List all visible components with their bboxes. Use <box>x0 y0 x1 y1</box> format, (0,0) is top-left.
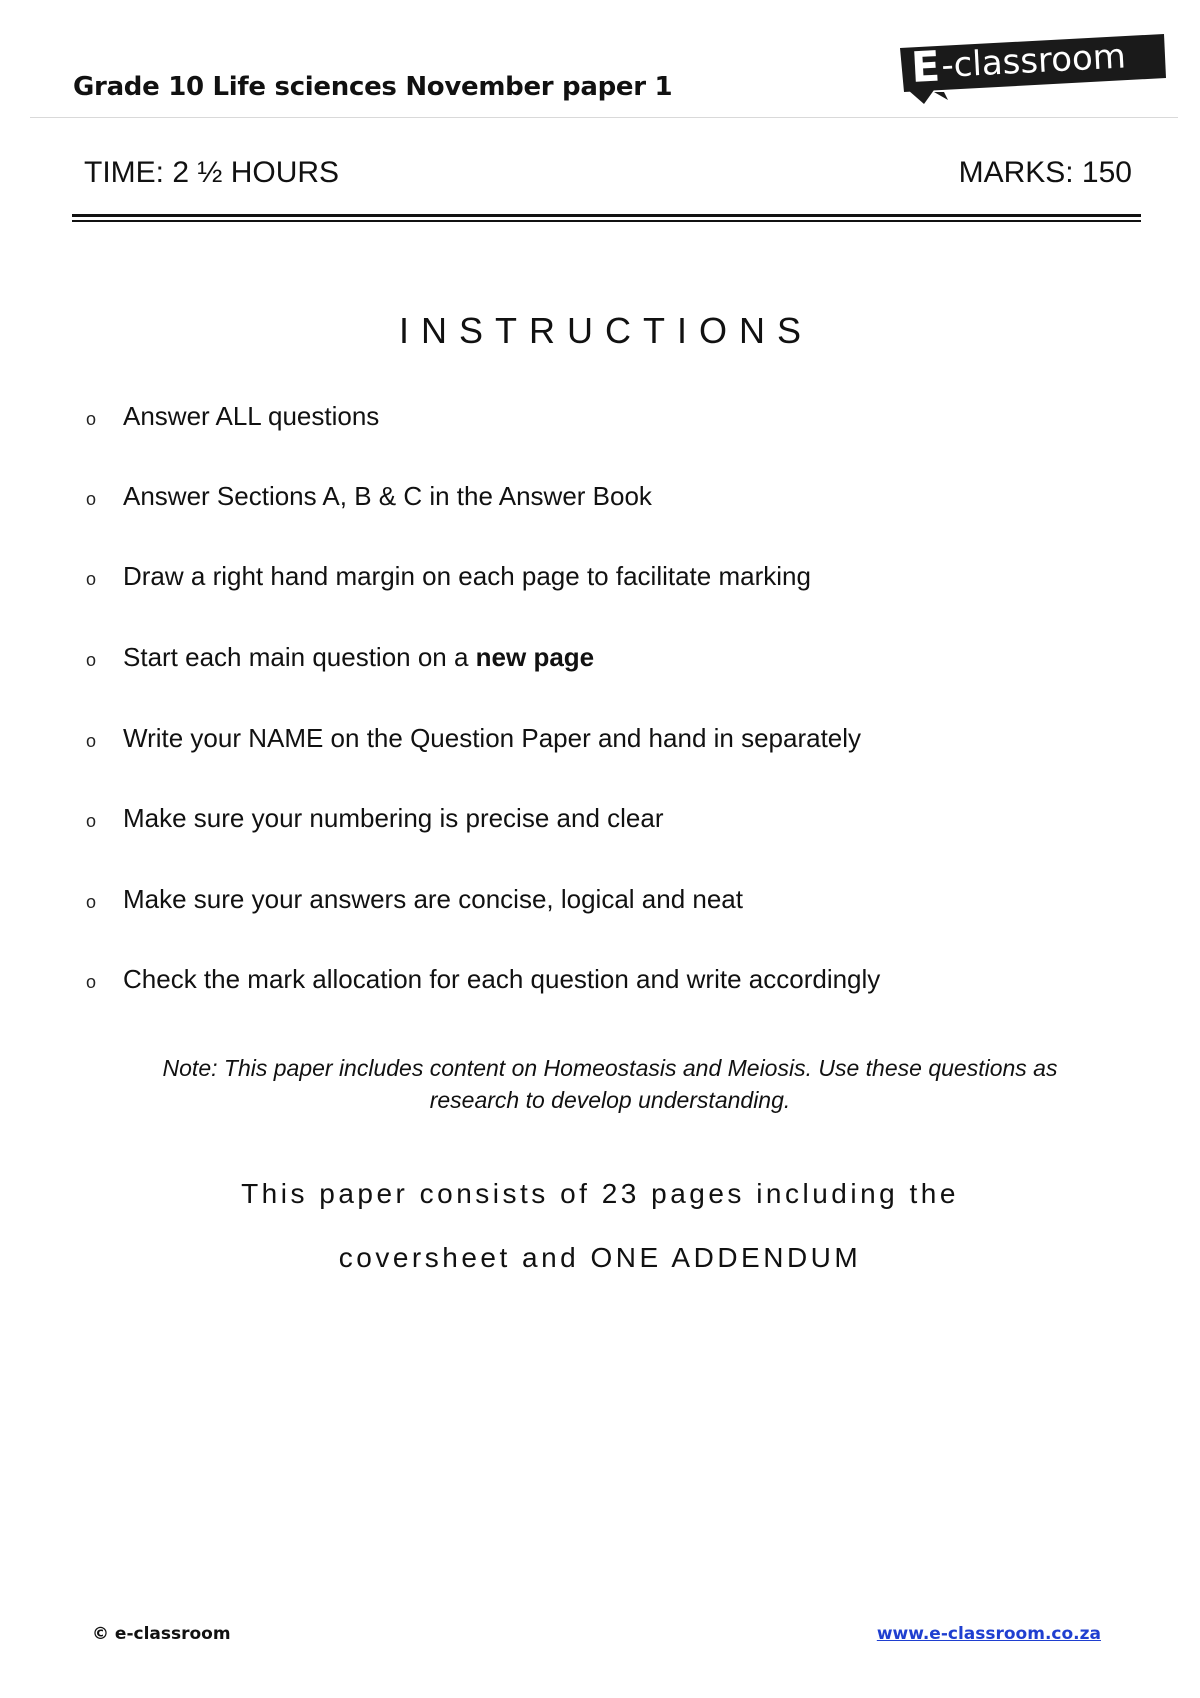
instruction-item <box>86 718 1126 758</box>
instruction-text-bold: new page <box>475 641 595 672</box>
page-count-line-1: This paper consists of 23 pages including the <box>241 1178 959 1209</box>
double-divider <box>72 214 1141 222</box>
e-classroom-logo <box>894 30 1170 112</box>
exam-duration: TIME: 2 ½ HOURS <box>84 156 340 189</box>
instruction-item <box>86 879 1126 919</box>
instruction-item <box>86 959 1126 999</box>
note-text: Note: This paper includes content on Homeostasis and Meiosis. Use these questions as research to develop understanding. <box>162 1055 1058 1113</box>
footer-copyright: © e-classroom <box>92 1624 231 1644</box>
instruction-text: Write your NAME on the Question Paper and hand in separately <box>123 722 862 753</box>
instruction-text-plain: Start each main question on a <box>123 641 476 672</box>
instruction-item <box>86 798 1126 838</box>
bullet-icon: o <box>86 488 97 509</box>
instruction-item <box>86 556 1126 596</box>
bullet-icon: o <box>86 810 97 831</box>
instruction-text: Draw a right hand margin on each page to facilitate marking <box>123 560 811 591</box>
footer-website-link[interactable]: www.e-classroom.co.za <box>876 1624 1101 1644</box>
bullet-icon: o <box>86 408 97 429</box>
page-header-title: Grade 10 Life sciences November paper 1 <box>73 72 673 102</box>
instruction-text: Answer ALL questions <box>123 400 380 431</box>
instruction-item <box>86 476 1126 516</box>
page-count-line-2: coversheet and ONE ADDENDUM <box>338 1242 862 1273</box>
logo-text-e: E <box>909 41 942 92</box>
instruction-text: Make sure your answers are concise, logical and neat <box>123 883 743 914</box>
instruction-text: Answer Sections A, B & C in the Answer Book <box>123 480 652 511</box>
instruction-text: Check the mark allocation for each question and write accordingly <box>123 963 881 994</box>
bullet-icon: o <box>86 568 97 589</box>
instruction-text: Make sure your numbering is precise and clear <box>123 802 664 833</box>
bullet-icon: o <box>86 891 97 912</box>
bullet-icon: o <box>86 971 97 992</box>
bullet-icon: o <box>86 649 97 670</box>
bullet-icon: o <box>86 730 97 751</box>
instruction-text <box>123 642 594 673</box>
header-divider <box>30 117 1178 118</box>
instruction-item <box>86 637 1126 677</box>
instructions-heading: INSTRUCTIONS <box>399 310 813 351</box>
exam-total-marks: MARKS: 150 <box>958 156 1132 189</box>
logo-text-rest: -classroom <box>940 36 1127 86</box>
logo-graphic <box>894 30 1170 112</box>
instruction-item <box>86 396 1126 436</box>
